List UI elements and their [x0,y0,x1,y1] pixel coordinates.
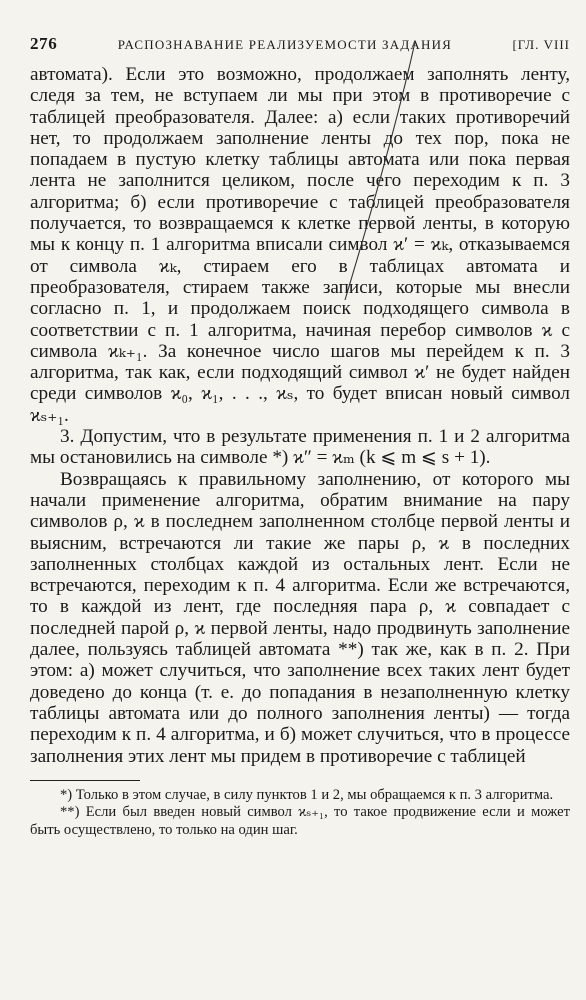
paragraph-continuation: автомата). Если это возможно, продолжаем заполнять ленту, следя за тем, не вступаем ли мы при этом в противоречие с таблицей преобразователя. Далее: а) если таких противоречий нет, то продолжаем заполнение ленты до тех пор, пока не попадаем в пустую клетку таблицы автомата или пока первая лента не заполнится целиком, после чего переходим к п. 3 алгоритма; б) если противоречие с таблицей преобразователя получается, то возвращаемся к клетке первой ленты, в которую мы к концу п. 1 алгоритма вписали символ ϰ′ = ϰₖ, отказываемся от символа ϰₖ, стираем его в таблицах автомата и преобразователя, стираем также записи, которые мы внесли согласно п. 1, и продолжаем поиск подходящего символа в соответствии с п. 1 алгоритма, начиная перебор символов ϰ с символа ϰₖ₊₁. За конечное число шагов мы перейдем к п. 3 алгоритма, так как, если подходящий символ ϰ′ не будет найден среди символов ϰ₀, ϰ₁, . . ., ϰₛ, то будет вписан новый символ ϰₛ₊₁. [30,64,570,426]
main-text [30,64,570,767]
book-page [30,34,570,839]
footnote-2: **) Если был введен новый символ ϰₛ₊₁, то такое продвижение если и может быть осуществлено, то только на один шаг. [30,804,570,838]
paragraph-step-3: 3. Допустим, что в результате применения п. 1 и 2 алгоритма мы остановились на символе *) ϰ″ = ϰₘ (k ⩽ m ⩽ s + 1). [30,426,570,469]
chapter-marker: [ГЛ. VIII [512,37,570,52]
paragraph-correct-filling: Возвращаясь к правильному заполнению, от которого мы начали применение алгоритма, обратим внимание на пару символов ρ, ϰ в последнем заполненном столбце первой ленты и выясним, встречаются ли такие же пары ρ, ϰ в последних заполненных столбцах каждой из остальных лент. Если не встречаются, переходим к п. 4 алгоритма. Если же встречаются, то в каждой из лент, где последняя пара ρ, ϰ совпадает с последней парой ρ, ϰ первой ленты, надо продвинуть заполнение далее, пользуясь таблицей автомата **) так же, как в п. 2. При этом: а) может случиться, что заполнение всех таких лент будет доведено до конца (т. е. до попадания в незаполненную клетку таблицы автомата или до полного заполнения ленты) — тогда переходим к п. 4 алгоритма, и б) может случиться, что в процессе заполнения этих лент мы придем в противоречие с таблицей [30,468,570,767]
running-header [30,34,570,54]
footnotes [30,787,570,840]
footnote-1: *) Только в этом случае, в силу пунктов 1 и 2, мы обращаемся к п. 3 алгоритма. [60,786,554,803]
running-title: РАСПОЗНАВАНИЕ РЕАЛИЗУЕМОСТИ ЗАДАНИЯ [117,37,453,52]
page-number: 276 [30,34,58,53]
footnote-divider [30,780,140,781]
